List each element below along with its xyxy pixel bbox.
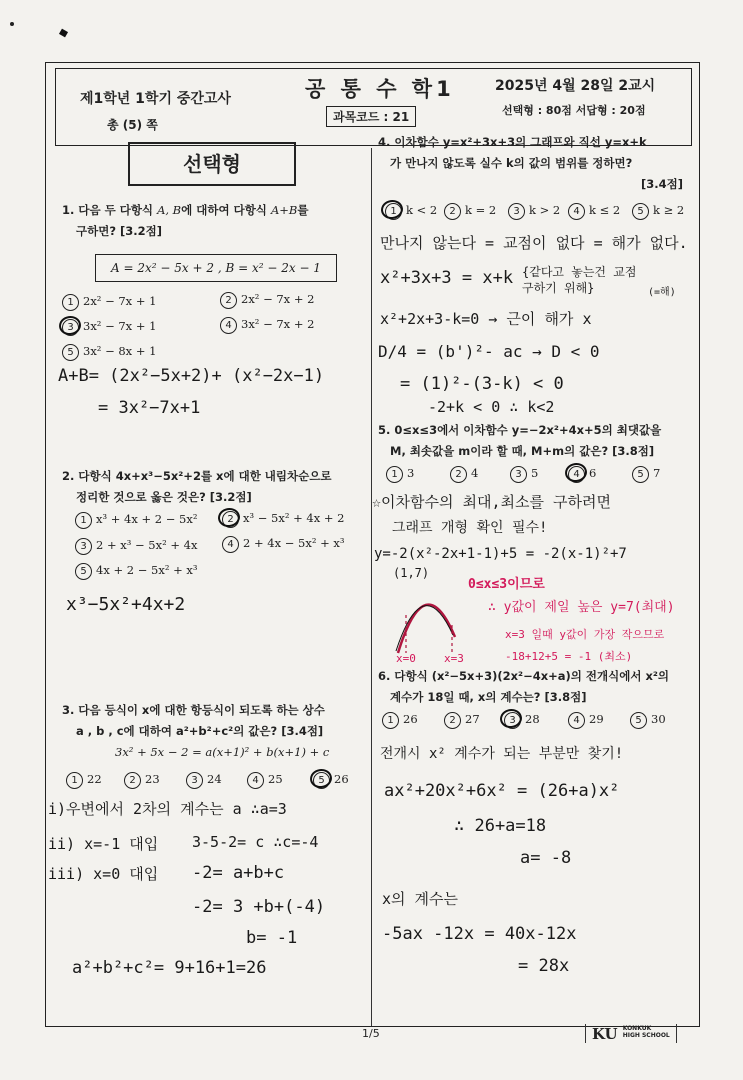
- option-number: 5: [62, 344, 79, 361]
- q5-parabola-sketch: [380, 575, 480, 665]
- q3-option-1[interactable]: 1 22: [66, 772, 102, 789]
- q3-handwriting-4: iii) x=0 대입: [48, 865, 159, 883]
- q3-option-2[interactable]: 2 23: [124, 772, 160, 789]
- q5-option-4[interactable]: 4 6: [568, 466, 596, 483]
- q5-note-4: -18+12+5 = -1 (최소): [505, 650, 633, 663]
- q5-note-3: x=3 일때 y값이 가장 작으므로: [505, 628, 665, 641]
- logo-text: KONKUK HIGH SCHOOL: [622, 1025, 670, 1039]
- option-number: 2: [444, 203, 461, 220]
- q2-option-2[interactable]: 2 x³ − 5x² + 4x + 2: [222, 511, 344, 528]
- q6-handwriting-2: ax²+20x²+6x² = (26+a)x²: [384, 781, 620, 801]
- option-number: 3: [186, 772, 203, 789]
- option-number: 3: [508, 203, 525, 220]
- option-number: 4: [247, 772, 264, 789]
- q5-x0-label: x=0: [396, 652, 416, 665]
- option-number: 1: [385, 203, 402, 220]
- q2-option-3[interactable]: 3 2 + x³ − 5x² + 4x: [75, 538, 197, 555]
- parabola-overdraw: [396, 606, 453, 651]
- question-3: 3. 다음 등식이 x에 대한 항등식이 되도록 하는 상수 a , b , c에 대하여 a²+b²+c²의 값은? [3.4점]: [62, 703, 325, 738]
- q4-handwriting-7: = (1)²-(3-k) < 0: [400, 374, 564, 394]
- logo-mark: KU: [592, 1025, 618, 1043]
- q1-option-2[interactable]: 2 2x² − 7x + 2: [220, 292, 314, 309]
- q5-vertex-label: (1,7): [393, 566, 430, 580]
- question-6: 6. 다항식 (x²−5x+3)(2x²−4x+a)의 전개식에서 x²의 계수가 18일 때, x의 계수는? [3.8점]: [378, 669, 670, 704]
- q5-handwriting-1: ☆이차함수의 최대,최소를 구하려면: [372, 493, 611, 511]
- q2-handwriting: x³−5x²+4x+2: [66, 594, 186, 615]
- q6-handwriting-6: -5ax -12x = 40x-12x: [382, 924, 577, 944]
- q6-handwriting-4: a= -8: [520, 848, 572, 868]
- option-number: 1: [382, 712, 399, 729]
- subject-title: 공 통 수 학1: [305, 77, 455, 101]
- question-4: 4. 이차함수 y=x²+3x+3의 그래프와 직선 y=x+k 가 만나지 않도록 실수 k의 값의 범위를 정하면? [3.4점]: [378, 135, 683, 191]
- option-number: 3: [62, 319, 79, 336]
- option-number: 5: [630, 712, 647, 729]
- option-number: 2: [124, 772, 141, 789]
- q4-handwriting-8: -2+k < 0 ∴ k<2: [428, 398, 555, 416]
- q3-handwriting-8: a²+b²+c²= 9+16+1=26: [72, 958, 267, 978]
- q4-option-4[interactable]: 4 k ≤ 2: [568, 203, 620, 220]
- option-number: 2: [450, 466, 467, 483]
- option-number: 4: [220, 317, 237, 334]
- q6-option-4[interactable]: 4 29: [568, 712, 604, 729]
- q6-handwriting-5: x의 계수는: [382, 890, 459, 908]
- option-number: 5: [632, 203, 649, 220]
- page-count: 총 (5) 쪽: [107, 118, 158, 132]
- score-allocation: 선택형 : 80점 서답형 : 20점: [502, 104, 646, 117]
- option-number: 4: [568, 712, 585, 729]
- option-number: 4: [568, 466, 585, 483]
- q4-handwriting-5: x²+2x+3-k=0 → 근이 해가 x: [380, 310, 592, 328]
- q3-option-4[interactable]: 4 25: [247, 772, 283, 789]
- option-number: 3: [504, 712, 521, 729]
- q3-handwriting-2: ii) x=-1 대입: [48, 835, 159, 853]
- q3-handwriting-3: 3-5-2= c ∴c=-4: [192, 833, 319, 851]
- option-number: 3: [510, 466, 527, 483]
- q1-option-5[interactable]: 5 3x² − 8x + 1: [62, 344, 156, 361]
- ink-speck: [59, 29, 68, 38]
- q1-handwriting-1: A+B= (2x²−5x+2)+ (x²−2x−1): [58, 366, 325, 386]
- q3-handwriting-6: -2= 3 +b+(-4): [192, 897, 326, 917]
- option-number: 1: [66, 772, 83, 789]
- q6-handwriting-1: 전개시 x² 계수가 되는 부분만 찾기!: [380, 746, 624, 762]
- q4-handwriting-1: 만나지 않는다 = 교점이 없다 = 해가 없다.: [380, 234, 688, 252]
- q5-note-1: 0≤x≤3이므로: [468, 577, 545, 592]
- q6-option-1[interactable]: 1 26: [382, 712, 418, 729]
- page-number: 1/5: [362, 1027, 380, 1040]
- q3-handwriting-7: b= -1: [246, 928, 298, 948]
- q4-handwriting-6: D/4 = (b')²- ac → D < 0: [378, 342, 600, 361]
- option-number: 4: [568, 203, 585, 220]
- q5-option-1[interactable]: 1 3: [386, 466, 414, 483]
- option-number: 1: [62, 294, 79, 311]
- q1-option-1[interactable]: 1 2x² − 7x + 1: [62, 294, 156, 311]
- q6-handwriting-7: = 28x: [518, 956, 570, 976]
- exam-name: 제1학년 1학기 중간고사: [80, 91, 231, 107]
- q2-option-5[interactable]: 5 4x + 2 − 5x² + x³: [75, 563, 197, 580]
- q3-option-5[interactable]: 5 26: [313, 772, 349, 789]
- q6-handwriting-3: ∴ 26+a=18: [454, 816, 547, 836]
- school-logo: [585, 1024, 677, 1043]
- q3-option-3[interactable]: 3 24: [186, 772, 222, 789]
- q5-note-2: ∴ y값이 제일 높은 y=7(최대): [488, 600, 675, 615]
- q1-handwriting-2: = 3x²−7x+1: [98, 398, 201, 418]
- q5-option-5[interactable]: 5 7: [632, 466, 660, 483]
- question-5: 5. 0≤x≤3에서 이차함수 y=−2x²+4x+5의 최댓값을 M, 최솟값을 m이라 할 때, M+m의 값은? [3.8점]: [378, 423, 662, 458]
- option-number: 2: [444, 712, 461, 729]
- option-number: 3: [75, 538, 92, 555]
- option-number: 5: [313, 772, 330, 789]
- q5-option-3[interactable]: 3 5: [510, 466, 538, 483]
- column-divider: [371, 148, 372, 1026]
- q4-option-1[interactable]: 1 k < 2: [385, 203, 437, 220]
- q4-handwriting-4: (=해): [648, 287, 676, 298]
- q3-handwriting-1: i)우변에서 2차의 계수는 a ∴a=3: [48, 800, 287, 818]
- q1-formula-box: A = 2x² − 5x + 2 , B = x² − 2x − 1: [95, 254, 337, 282]
- q4-option-2[interactable]: 2 k = 2: [444, 203, 496, 220]
- subject-code: 과목코드 : 21: [326, 106, 416, 127]
- section-title: 선택형: [128, 142, 296, 186]
- q5-option-2[interactable]: 2 4: [450, 466, 478, 483]
- q3-formula: 3x² + 5x − 2 = a(x+1)² + b(x+1) + c: [115, 745, 330, 759]
- q1-option-3[interactable]: 3 3x² − 7x + 1: [62, 319, 156, 336]
- q1-option-4[interactable]: 4 3x² − 7x + 2: [220, 317, 314, 334]
- question-1: 1. 다음 두 다항식 A, B에 대하여 다항식 A+B를 구하면? [3.2점]: [62, 203, 309, 238]
- question-2: 2. 다항식 4x+x³−5x²+2를 x에 대한 내림차순으로 정리한 것으로 옳은 것은? [3.2점]: [62, 469, 332, 504]
- q6-option-3[interactable]: 3 28: [504, 712, 540, 729]
- q5-handwriting-2: 그래프 개형 확인 필수!: [392, 520, 548, 536]
- option-number: 4: [222, 536, 239, 553]
- q5-x3-label: x=3: [444, 652, 464, 665]
- option-number: 2: [222, 511, 239, 528]
- option-number: 1: [75, 512, 92, 529]
- option-number: 2: [220, 292, 237, 309]
- q4-handwriting-2: x²+3x+3 = x+k: [380, 268, 514, 288]
- q6-option-5[interactable]: 5 30: [630, 712, 666, 729]
- q3-handwriting-5: -2= a+b+c: [192, 863, 285, 883]
- ink-speck: [10, 22, 14, 26]
- q2-option-4[interactable]: 4 2 + 4x − 5x² + x³: [222, 536, 344, 553]
- option-number: 5: [75, 563, 92, 580]
- q5-handwriting-3: y=-2(x²-2x+1-1)+5 = -2(x-1)²+7: [374, 546, 627, 562]
- option-number: 5: [632, 466, 649, 483]
- q2-option-1[interactable]: 1 x³ + 4x + 2 − 5x²: [75, 512, 197, 529]
- q4-option-5[interactable]: 5 k ≥ 2: [632, 203, 684, 220]
- option-number: 1: [386, 466, 403, 483]
- q4-option-3[interactable]: 3 k > 2: [508, 203, 560, 220]
- exam-date: 2025년 4월 28일 2교시: [495, 78, 656, 94]
- q4-handwriting-3: {같다고 놓는건 교점구하기 위해}: [522, 265, 637, 295]
- q6-option-2[interactable]: 2 27: [444, 712, 480, 729]
